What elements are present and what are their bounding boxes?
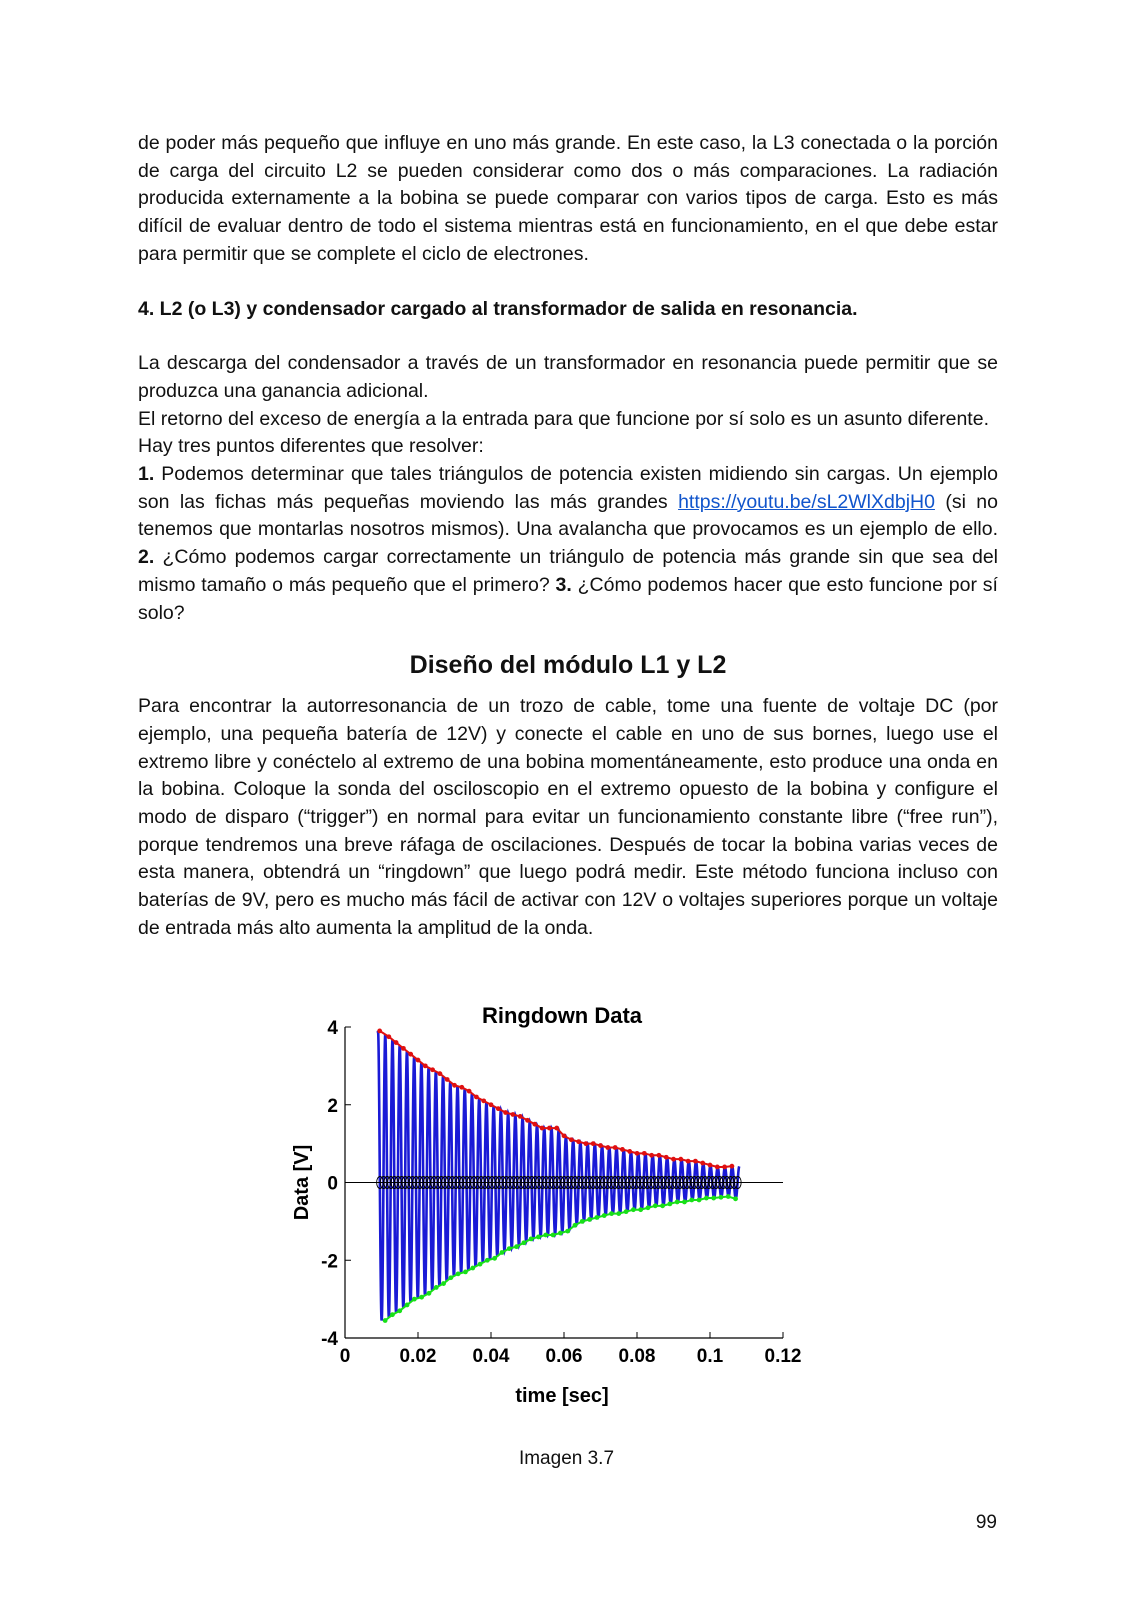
lower-envelope-point [500,1250,505,1255]
lower-envelope-point [594,1215,599,1220]
upper-envelope-point [423,1063,428,1068]
upper-envelope-point [489,1102,494,1107]
upper-envelope-point [496,1106,501,1111]
lower-envelope-point [521,1240,526,1245]
lower-envelope-point [383,1318,388,1323]
lower-envelope-point [609,1211,614,1216]
lower-envelope-point [558,1231,563,1236]
upper-envelope-point [678,1157,683,1162]
upper-envelope-point [554,1126,559,1131]
lower-envelope-point [653,1203,658,1208]
lower-envelope-point [434,1285,439,1290]
y-tick-label: 0 [327,1173,338,1195]
x-tick-label: 0.08 [618,1346,656,1367]
point-text: ¿Cómo podemos hacer que esto funcione por sí solo? [138,573,998,624]
lower-envelope-point [646,1205,651,1210]
x-tick-label: 0.04 [472,1346,510,1367]
lower-envelope-point [543,1233,548,1238]
lower-envelope-point [733,1196,738,1201]
paragraph: Hay tres puntos diferentes que resolver: [138,435,484,458]
upper-envelope-point [430,1067,435,1072]
point-text: ¿Cómo podemos cargar correctamente un triángulo de potencia más grande sin que sea del mismo tamaño o más pequeño que el primero? [138,546,998,596]
upper-envelope-point [584,1141,589,1146]
lower-envelope-point [667,1201,672,1206]
lower-envelope-point [507,1246,512,1251]
lower-envelope-point [390,1312,395,1317]
upper-envelope-point [693,1159,698,1164]
lower-envelope-point [492,1256,497,1261]
signal-line [378,1031,739,1321]
upper-envelope-point [700,1161,705,1166]
lower-envelope-point [529,1236,534,1241]
point-text: Podemos determinar que tales triángulos de potencia existen midiendo sin cargas. Un ejemplo son las fichas más pequeñas moviendo las más grandes [138,463,998,513]
y-tick-label: -2 [321,1251,338,1273]
x-tick-label: 0.12 [764,1346,802,1367]
upper-envelope-point [642,1151,647,1156]
upper-envelope-point [576,1139,581,1144]
upper-envelope-point [408,1052,413,1057]
point-number: 2. [138,546,155,569]
point-number: 1. [138,463,155,486]
paragraph: de poder más pequeño que influye en uno más grande. En este caso, la L3 conectada o la porción de carga del circuito L2 se pueden considerar como dos o más comparaciones. La radiación producida externamente a la bobina se puede comparar con varios tipos de carga. Esto es más difícil de evaluar dentro de todo el sistema mientras está en funcionamiento, en el que debe estar para permitir que se complete el ciclo de electrones. [138,132,998,265]
lower-envelope-point [412,1297,417,1302]
lower-envelope-point [726,1194,731,1199]
lower-envelope-point [514,1244,519,1249]
lower-envelope-point [441,1281,446,1286]
upper-envelope-point [657,1153,662,1158]
lower-envelope-point [689,1198,694,1203]
upper-envelope-point [562,1133,567,1138]
lower-envelope-point [624,1209,629,1214]
lower-envelope-point [565,1229,570,1234]
upper-envelope-point [452,1083,457,1088]
paragraph: Para encontrar la autorresonancia de un trozo de cable, tome una fuente de voltaje DC (por ejemplo, una pequeña batería de 12V) y conecte el cable en uno de sus bornes, luego use el extremo libre y conéctelo al extremo de una bobina momentáneamente, esto produce una onda en la bobina. Coloque la sonda del osciloscopio en el extremo opuesto de la bobina y configure el modo de disparo (“trigger”) en normal para evitar un funcionamiento constante libre (“free run”), porque tendremos una breve ráfaga de oscilaciones. Después de tocar la bobina varias veces de esta manera, obtendrá un “ringdown” que luego podrá medir. Este método funciona incluso con baterías de 9V, pero es mucho más fácil de activar con 12V o voltajes superiores porque un voltaje de entrada más alto aumenta la amplitud de la onda. [138,695,998,939]
upper-envelope-point [620,1147,625,1152]
section-title: Diseño del módulo L1 y L2 [409,651,727,680]
x-tick-label: 0.06 [545,1346,583,1367]
upper-envelope-point [511,1112,516,1117]
y-tick-label: -4 [321,1329,338,1350]
paragraph: El retorno del exceso de energía a la entrada para que funcione por sí solo es un asunto diferente. [138,407,989,430]
upper-envelope-point [481,1098,486,1103]
lower-envelope-point [682,1200,687,1205]
chart-title: Ringdown Data [481,1003,643,1028]
upper-envelope-point [438,1071,443,1076]
lower-envelope-point [719,1195,724,1200]
upper-envelope-point [598,1143,603,1148]
upper-envelope-point [708,1163,713,1168]
numbered-points [138,461,998,627]
lower-envelope-point [602,1213,607,1218]
upper-envelope-point [722,1165,727,1170]
lower-envelope-point [470,1266,475,1271]
upper-envelope-line [380,1031,732,1167]
upper-envelope-point [635,1151,640,1156]
ringdown-chart [290,1000,830,1420]
lower-envelope-point [587,1217,592,1222]
upper-envelope-point [605,1145,610,1150]
lower-envelope-point [456,1271,461,1276]
lower-envelope-point [638,1207,643,1212]
lower-envelope-point [448,1275,453,1280]
lower-envelope-point [536,1235,541,1240]
x-tick-label: 0.1 [696,1346,724,1367]
lower-envelope-point [419,1295,424,1300]
paragraph: La descarga del condensador a través de un transformador en resonancia puede permitir que se produzca una ganancia adicional. [138,352,998,402]
lower-envelope-point [631,1207,636,1212]
y-tick-label: 4 [327,1018,338,1039]
y-tick-label: 2 [327,1095,338,1117]
point-number: 3. [555,573,572,596]
figure-caption: Imagen 3.7 [518,1448,615,1469]
video-link[interactable]: https://youtu.be/sL2WlXdbjH0 [678,490,935,513]
upper-envelope-point [416,1058,421,1063]
lower-envelope-point [697,1198,702,1203]
lower-envelope-point [485,1258,490,1263]
upper-envelope-point [401,1046,406,1051]
upper-envelope-point [627,1149,632,1154]
lower-envelope-point [704,1196,709,1201]
upper-envelope-point [730,1164,735,1169]
upper-envelope-point [503,1110,508,1115]
lower-envelope-point [551,1233,556,1238]
upper-envelope-point [518,1114,523,1119]
upper-envelope-point [613,1145,618,1150]
lower-envelope-point [405,1303,410,1308]
lower-envelope-point [711,1196,716,1201]
x-axis-label: time [sec] [515,1385,609,1407]
upper-envelope-point [445,1077,450,1082]
upper-envelope-point [532,1122,537,1127]
upper-envelope-point [715,1165,720,1170]
upper-envelope-point [386,1034,391,1039]
point-text: (si no tenemos que montarlas nosotros mismos). Una avalancha que provocamos es un ejemplo de ello. [138,490,998,541]
upper-envelope-point [394,1040,399,1045]
lower-envelope-point [675,1200,680,1205]
lower-envelope-point [478,1262,483,1267]
lower-envelope-point [427,1291,432,1296]
upper-envelope-point [459,1085,464,1090]
x-tick-label: 0.02 [399,1346,437,1367]
y-axis-label: Data [V] [291,1144,313,1221]
upper-envelope-point [591,1141,596,1146]
upper-envelope-point [525,1118,530,1123]
upper-envelope-point [540,1126,545,1131]
upper-envelope-point [649,1153,654,1158]
page-content [138,130,998,943]
lower-envelope-point [573,1223,578,1228]
lower-envelope-point [616,1211,621,1216]
lower-envelope-point [463,1270,468,1275]
upper-envelope-point [671,1157,676,1162]
upper-envelope-point [686,1159,691,1164]
page-number: 99 [975,1512,997,1533]
upper-envelope-point [474,1095,479,1100]
lower-envelope-point [397,1308,402,1313]
upper-envelope-point [377,1028,382,1033]
upper-envelope-point [467,1089,472,1094]
upper-envelope-point [569,1137,574,1142]
lower-envelope-point [580,1219,585,1224]
lower-envelope-point [660,1203,665,1208]
section-heading: 4. L2 (o L3) y condensador cargado al transformador de salida en resonancia. [138,297,858,320]
ringdown-figure [290,1000,830,1420]
x-tick-label: 0 [339,1346,351,1367]
upper-envelope-point [547,1126,552,1131]
upper-envelope-point [664,1155,669,1160]
